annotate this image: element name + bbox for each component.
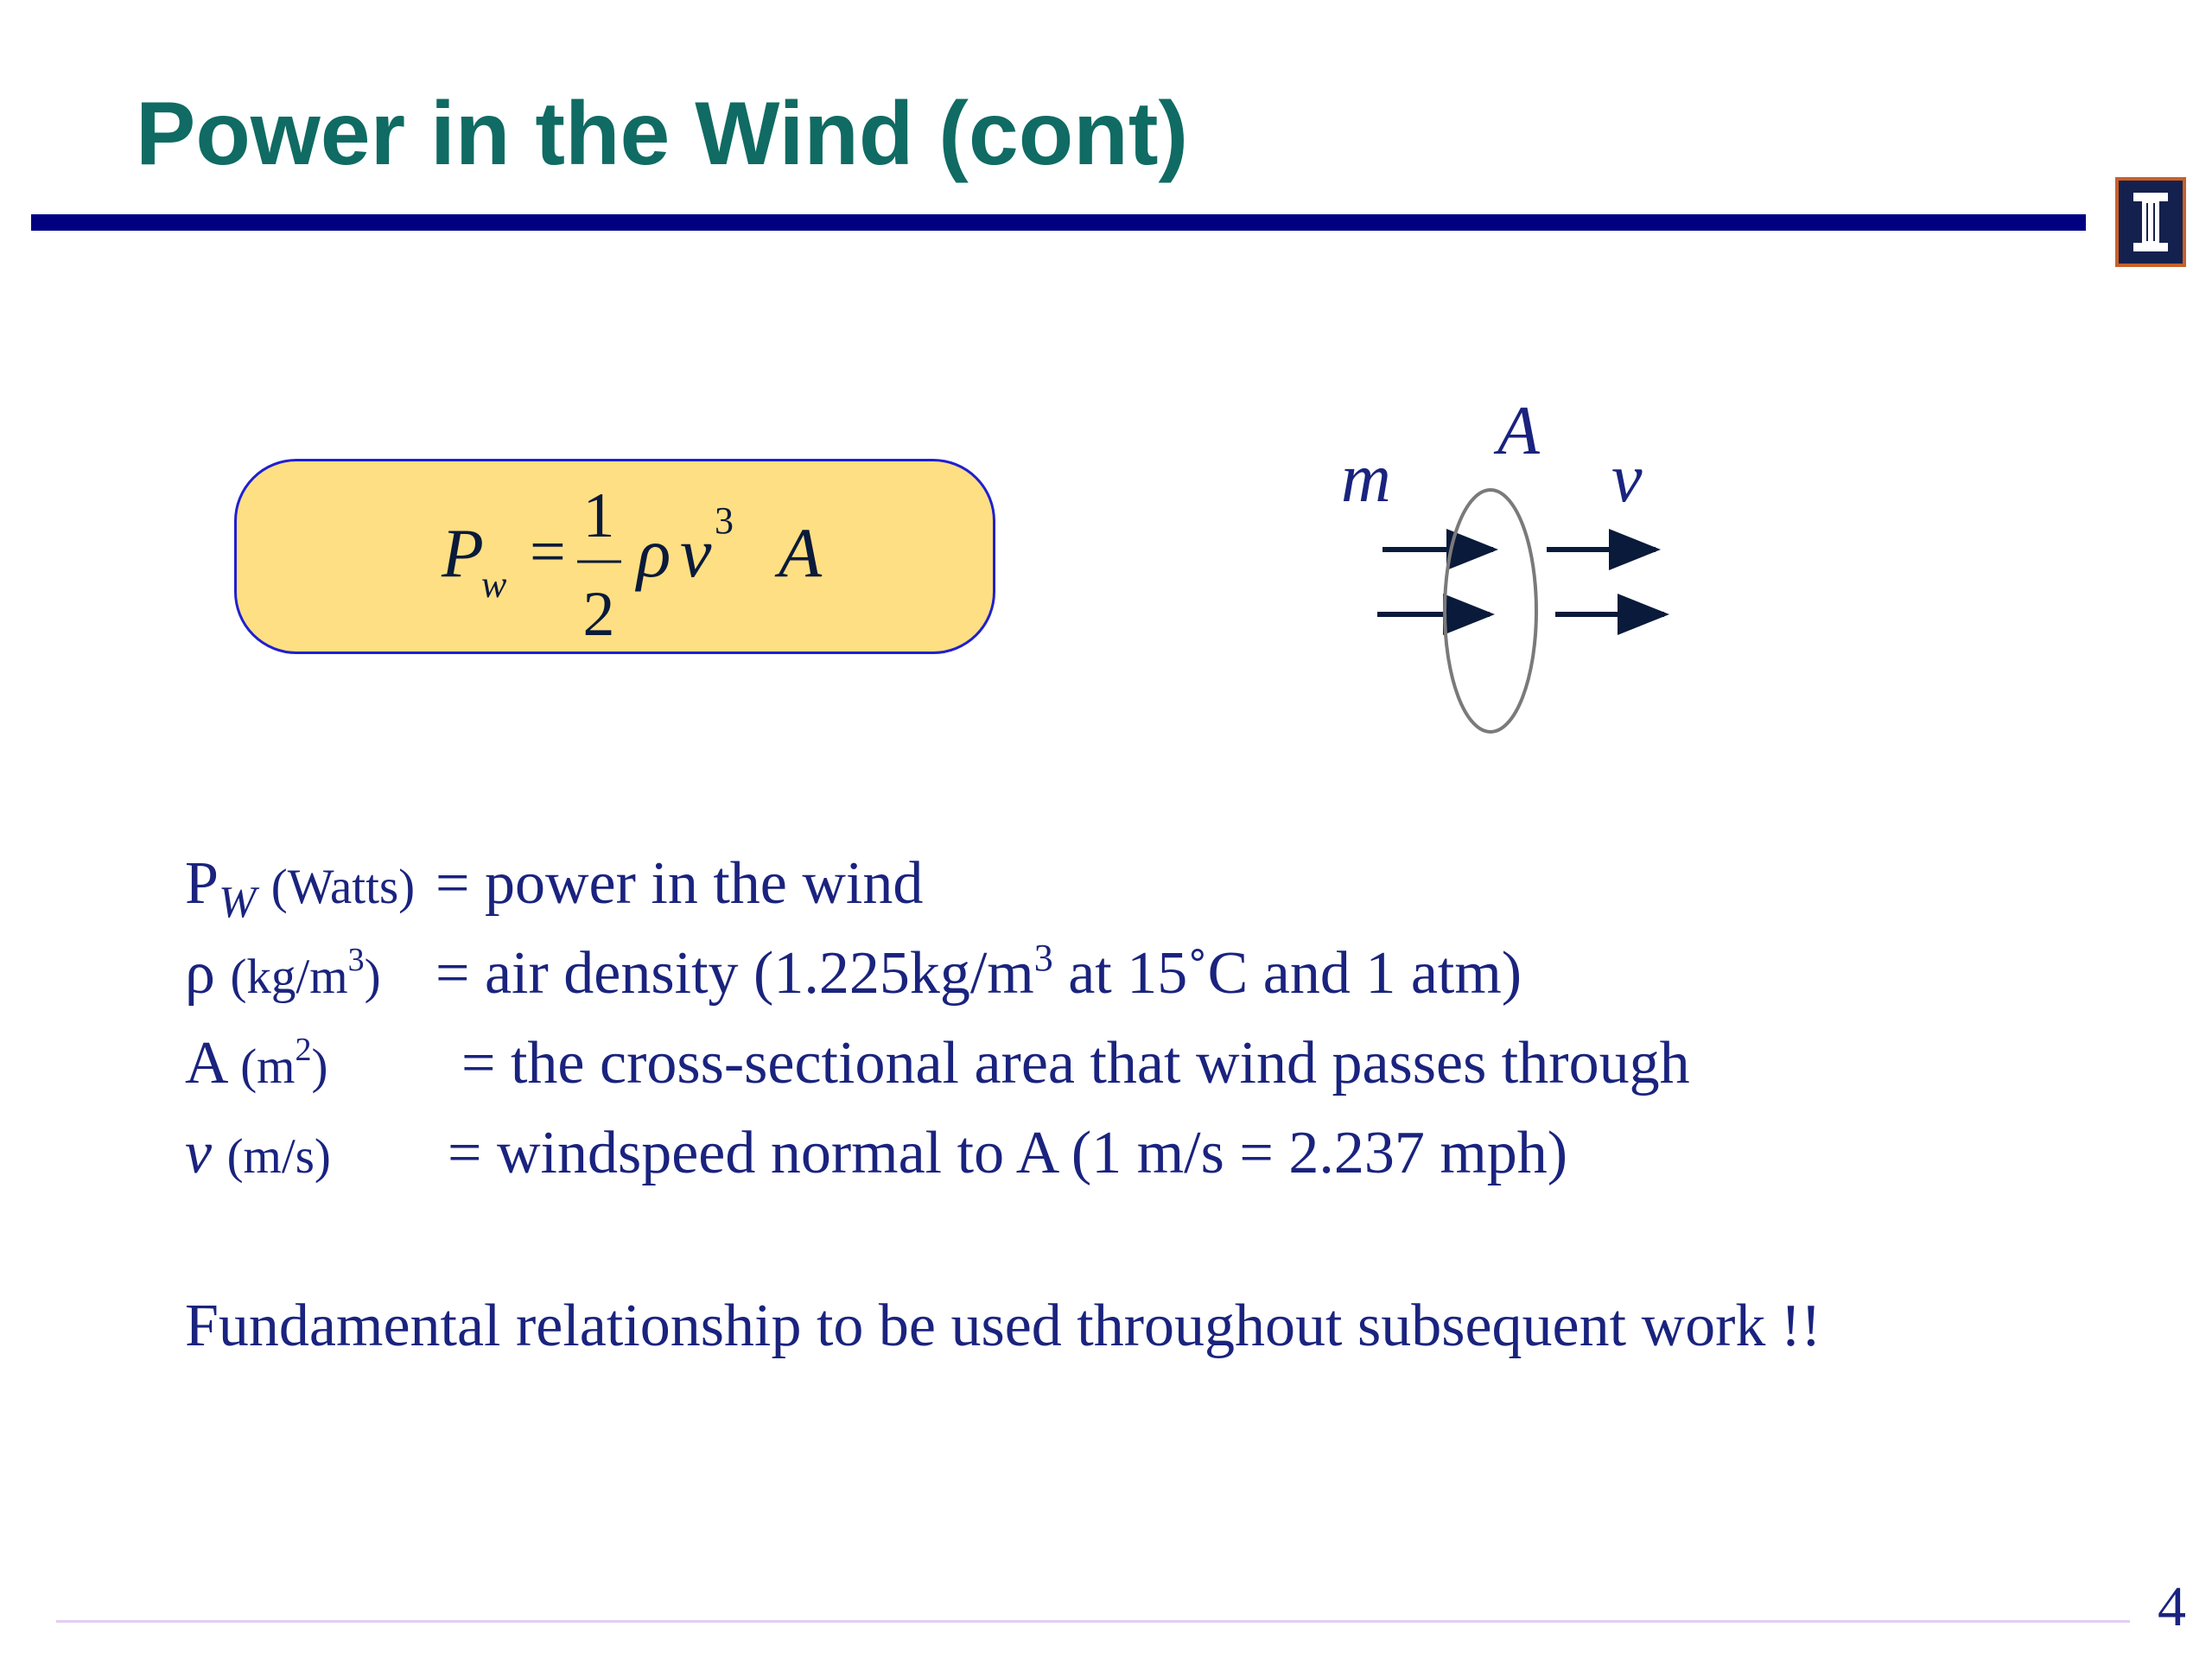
- term-unit-base: (kg/m: [230, 950, 348, 1004]
- formula-denominator: 2: [582, 579, 615, 650]
- formula-exponent: 3: [715, 499, 734, 542]
- area-label: A: [1497, 393, 1540, 469]
- definition-description: [435, 931, 1522, 1017]
- description-text-rest: at 15˚C and 1 atm): [1052, 940, 1522, 1007]
- slide-title: Power in the Wind (cont): [136, 84, 1189, 184]
- definition-term: [185, 1110, 331, 1200]
- term-unit: [230, 942, 381, 1004]
- term-unit: (Watts): [270, 860, 416, 914]
- mass-label: m: [1341, 441, 1391, 517]
- term-symbol: v: [185, 1120, 213, 1186]
- term-unit-exponent: 3: [347, 942, 365, 978]
- definition-description: = the cross-sectional area that wind passes through: [461, 1030, 1690, 1096]
- description-text: = air density (1.225kg/m: [435, 940, 1034, 1007]
- wind-flow-diagram: [1331, 393, 1702, 756]
- term-unit-base: (m: [240, 1039, 296, 1094]
- logo-column-glyph: [2119, 181, 2183, 264]
- page-number: 4: [2158, 1575, 2186, 1638]
- term-unit: (m/s): [226, 1129, 331, 1184]
- formula-equals: =: [530, 517, 566, 588]
- formula-power-symbol: P: [442, 516, 484, 592]
- title-underline: [31, 214, 2086, 231]
- wind-power-formula: [234, 459, 995, 654]
- formula-velocity: v: [680, 513, 712, 592]
- cross-section-ellipse: [1445, 490, 1536, 732]
- definition-term: [185, 841, 415, 931]
- formula-area: A: [779, 513, 823, 592]
- term-subscript: W: [218, 878, 257, 927]
- formula-rho: ρ: [637, 513, 671, 592]
- term-unit-close: ): [364, 950, 381, 1004]
- velocity-label: v: [1611, 441, 1643, 517]
- term-symbol: P: [185, 850, 219, 917]
- definition-term: [185, 1020, 328, 1110]
- formula-power-subscript: w: [481, 563, 507, 606]
- formula-numerator: 1: [582, 480, 615, 551]
- summary-statement: Fundamental relationship to be used throughout subsequent work !!: [185, 1293, 1821, 1359]
- definition-description: = windspeed normal to A (1 m/s = 2.237 mph): [448, 1120, 1568, 1186]
- term-unit: [240, 1032, 328, 1094]
- term-unit-close: ): [311, 1039, 328, 1094]
- description-exponent: 3: [1033, 937, 1053, 979]
- footer-divider: [56, 1620, 2130, 1623]
- university-column-logo-icon: [2115, 177, 2186, 267]
- definition-description: = power in the wind: [435, 850, 924, 917]
- term-symbol: ρ: [185, 940, 215, 1007]
- definition-term: [185, 931, 381, 1020]
- term-symbol: A: [185, 1030, 226, 1096]
- term-unit-exponent: 2: [295, 1032, 312, 1068]
